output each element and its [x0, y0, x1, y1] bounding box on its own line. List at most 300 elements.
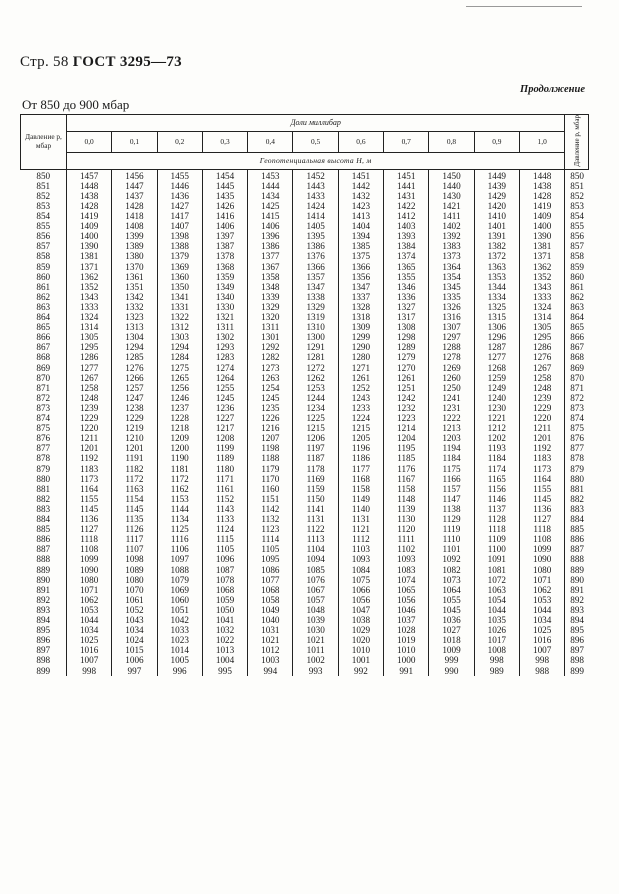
- table-cell: 1090: [79, 564, 99, 575]
- table-cell: 1275: [170, 362, 189, 373]
- table-cell: 876: [36, 433, 51, 444]
- table-cell: 1288: [442, 342, 461, 353]
- height-cell: [293, 625, 338, 675]
- table-cell: 1021: [261, 635, 280, 646]
- height-cell: [248, 625, 293, 675]
- table-cell: 1380: [125, 251, 144, 262]
- table-cell: 881: [36, 483, 51, 494]
- table-cell: 1229: [125, 413, 144, 424]
- table-cell: 1145: [533, 493, 552, 504]
- table-cell: 1448: [532, 170, 552, 181]
- table-cell: 1453: [261, 170, 280, 181]
- table-cell: 871: [36, 382, 51, 393]
- height-cell: [112, 474, 157, 525]
- table-cell: 1400: [532, 221, 552, 232]
- table-cell: 995: [218, 665, 232, 676]
- table-cell: 1142: [261, 503, 280, 514]
- table-cell: 896: [570, 635, 584, 646]
- table-cell: 1260: [442, 372, 461, 383]
- table-cell: 990: [444, 665, 459, 676]
- height-cell: [338, 272, 383, 323]
- table-cell: 897: [36, 645, 51, 656]
- table-cell: 1192: [533, 443, 552, 454]
- table-cell: 1409: [532, 211, 552, 222]
- table-cell: 1055: [442, 594, 461, 605]
- table-cell: 1244: [306, 392, 325, 403]
- height-cell: [293, 575, 338, 626]
- table-cell: 1051: [170, 604, 189, 615]
- table-cell: 1332: [125, 301, 144, 312]
- table-cell: 1125: [170, 524, 189, 535]
- table-cell: 1155: [80, 493, 99, 504]
- table-cell: 1394: [351, 231, 371, 242]
- height-cell: [474, 625, 519, 675]
- table-cell: 1418: [125, 211, 144, 222]
- pressure-cell-right: [565, 169, 589, 221]
- table-cell: 1310: [306, 322, 325, 333]
- table-cell: 1383: [442, 241, 461, 252]
- table-cell: 875: [36, 423, 51, 434]
- table-cell: 881: [570, 483, 584, 494]
- table-cell: 861: [570, 281, 584, 292]
- height-cell: [248, 474, 293, 525]
- height-cell: [338, 575, 383, 626]
- table-cell: 894: [570, 615, 584, 626]
- table-cell: 1283: [215, 352, 235, 363]
- table-cell: 1067: [306, 584, 325, 595]
- table-cell: 1157: [442, 483, 461, 494]
- table-cell: 1068: [215, 584, 235, 595]
- table-cell: 862: [36, 291, 51, 302]
- table-cell: 1136: [533, 503, 552, 514]
- table-cell: 1449: [487, 170, 506, 181]
- table-cell: 1354: [442, 271, 461, 282]
- height-cell: [248, 272, 293, 323]
- table-cell: 1328: [351, 301, 371, 312]
- height-cell: [338, 474, 383, 525]
- table-cell: 875: [570, 423, 584, 434]
- table-cell: 850: [36, 170, 51, 181]
- table-cell: 1129: [442, 514, 461, 525]
- table-cell: 1375: [351, 251, 371, 262]
- table-cell: 1113: [306, 534, 325, 545]
- table-cell: 1214: [397, 423, 416, 434]
- table-cell: 887: [36, 544, 51, 555]
- table-cell: 1016: [79, 645, 99, 656]
- table-cell: 1319: [306, 312, 325, 323]
- table-cell: 1001: [351, 655, 371, 666]
- table-cell: 1289: [397, 342, 416, 353]
- table-cell: 1172: [125, 473, 144, 484]
- table-cell: 1252: [351, 382, 371, 393]
- table-cell: 873: [36, 402, 51, 413]
- table-cell: 1294: [125, 342, 144, 353]
- table-cell: 1428: [125, 200, 144, 211]
- table-cell: 1345: [442, 281, 461, 292]
- table-cell: 1003: [261, 655, 280, 666]
- table-row-group: [21, 322, 589, 373]
- table-cell: 1070: [125, 584, 144, 595]
- table-cell: 1219: [125, 423, 144, 434]
- table-cell: 1135: [125, 514, 144, 525]
- table-cell: 1139: [397, 503, 416, 514]
- table-cell: 1371: [532, 251, 552, 262]
- height-cell: [112, 221, 157, 272]
- table-cell: 1348: [261, 281, 280, 292]
- table-cell: 1301: [261, 332, 280, 343]
- table-cell: 1077: [261, 574, 280, 585]
- height-cell: [384, 423, 429, 474]
- table-cell: 1415: [261, 211, 280, 222]
- table-cell: 1006: [125, 655, 144, 666]
- height-cell: [293, 322, 338, 373]
- table-cell: 1333: [532, 291, 552, 302]
- table-cell: 888: [570, 554, 584, 565]
- table-cell: 1175: [442, 463, 461, 474]
- table-cell: 1177: [351, 463, 370, 474]
- table-cell: 1342: [125, 291, 144, 302]
- table-cell: 892: [570, 594, 584, 605]
- table-cell: 1184: [442, 453, 461, 464]
- table-cell: 1018: [442, 635, 461, 646]
- table-cell: 1185: [397, 453, 416, 464]
- table-cell: 887: [570, 544, 584, 555]
- table-cell: 1455: [170, 170, 189, 181]
- table-cell: 1171: [216, 473, 235, 484]
- table-cell: 1076: [306, 574, 325, 585]
- table-cell: 1151: [261, 493, 280, 504]
- table-cell: 1122: [306, 524, 325, 535]
- table-cell: 1017: [487, 635, 506, 646]
- table-cell: 1094: [306, 554, 325, 565]
- table-cell: 1204: [397, 433, 416, 444]
- table-cell: 1008: [487, 645, 506, 656]
- table-cell: 1086: [261, 564, 280, 575]
- table-body: [21, 169, 589, 675]
- table-cell: 1131: [351, 514, 370, 525]
- height-cell: [202, 322, 247, 373]
- height-cell: [384, 524, 429, 575]
- table-cell: 1454: [215, 170, 235, 181]
- table-cell: 1068: [261, 584, 280, 595]
- table-cell: 1329: [261, 301, 280, 312]
- pressure-cell: [21, 169, 67, 221]
- table-cell: 1450: [442, 170, 461, 181]
- table-cell: 1298: [397, 332, 416, 343]
- table-cell: 1222: [442, 413, 461, 424]
- table-cell: 1207: [261, 433, 280, 444]
- table-cell: 1337: [351, 291, 371, 302]
- table-cell: 1105: [216, 544, 235, 555]
- table-cell: 1147: [442, 493, 461, 504]
- range-title: От 850 до 900 мбар: [22, 97, 130, 112]
- table-cell: 1145: [80, 503, 99, 514]
- table-cell: 1022: [215, 635, 235, 646]
- table-cell: 871: [570, 382, 584, 393]
- table-cell: 1033: [170, 625, 189, 636]
- table-cell: 1389: [125, 241, 144, 252]
- height-cell: [519, 524, 564, 575]
- table-cell: 1346: [397, 281, 416, 292]
- table-cell: 1133: [216, 514, 235, 525]
- table-cell: 1365: [397, 261, 416, 272]
- table-cell: 1251: [397, 382, 416, 393]
- table-cell: 1258: [532, 372, 552, 383]
- height-cell: [112, 423, 157, 474]
- table-cell: 1408: [125, 221, 144, 232]
- height-cell: [429, 373, 474, 424]
- height-cell: [519, 575, 564, 626]
- table-cell: 1457: [79, 170, 99, 181]
- pressure-header-right: Давление p, мбар: [565, 115, 589, 170]
- table-cell: 1285: [125, 352, 144, 363]
- table-cell: 988: [535, 665, 550, 676]
- table-cell: 1102: [397, 544, 416, 555]
- table-cell: 1427: [170, 200, 189, 211]
- table-cell: 885: [36, 524, 51, 535]
- table-cell: 1136: [80, 514, 99, 525]
- table-cell: 1338: [306, 291, 325, 302]
- table-cell: 856: [570, 231, 584, 242]
- table-cell: 1058: [261, 594, 280, 605]
- table-cell: 1362: [79, 271, 99, 282]
- table-cell: 1023: [170, 635, 189, 646]
- table-cell: 1277: [79, 362, 99, 373]
- table-cell: 1063: [487, 584, 506, 595]
- table-cell: 1037: [397, 615, 416, 626]
- table-cell: 1297: [442, 332, 461, 343]
- table-cell: 1272: [306, 362, 325, 373]
- table-cell: 1253: [306, 382, 325, 393]
- table-cell: 1099: [79, 554, 99, 565]
- height-cell: [202, 272, 247, 323]
- table-cell: 893: [36, 604, 51, 615]
- table-cell: 1223: [397, 413, 416, 424]
- table-cell: 884: [36, 514, 51, 525]
- pressure-cell: [21, 575, 67, 626]
- table-cell: 864: [36, 312, 51, 323]
- table-cell: 869: [36, 362, 51, 373]
- table-cell: 1199: [216, 443, 235, 454]
- table-cell: 1188: [261, 453, 280, 464]
- table-cell: 1057: [306, 594, 325, 605]
- table-cell: 888: [36, 554, 51, 565]
- table-cell: 1182: [125, 463, 144, 474]
- table-cell: 1146: [487, 493, 506, 504]
- table-cell: 1231: [442, 402, 461, 413]
- table-cell: 1190: [170, 453, 189, 464]
- table-cell: 1209: [170, 433, 189, 444]
- table-cell: 1229: [79, 413, 99, 424]
- table-cell: 1041: [215, 615, 235, 626]
- table-cell: 1071: [79, 584, 99, 595]
- height-cell: [112, 322, 157, 373]
- table-cell: 1031: [261, 625, 280, 636]
- table-cell: 1284: [170, 352, 189, 363]
- table-cell: 1258: [79, 382, 99, 393]
- table-cell: 1357: [306, 271, 325, 282]
- height-cell: [202, 474, 247, 525]
- table-cell: 1078: [215, 574, 235, 585]
- height-cell: [384, 373, 429, 424]
- table-cell: 1276: [125, 362, 144, 373]
- table-cell: 1364: [442, 261, 461, 272]
- table-cell: 1127: [533, 514, 552, 525]
- table-cell: 1155: [533, 483, 552, 494]
- table-cell: 1400: [79, 231, 99, 242]
- table-cell: 1378: [215, 251, 235, 262]
- fraction-header: 0,5: [293, 131, 338, 152]
- table-cell: 1126: [125, 524, 144, 535]
- table-cell: 1416: [215, 211, 235, 222]
- table-cell: 889: [570, 564, 584, 575]
- height-cell: [474, 575, 519, 626]
- table-cell: 1358: [261, 271, 280, 282]
- table-cell: 1117: [125, 534, 144, 545]
- table-cell: 1111: [397, 534, 415, 545]
- table-cell: 863: [36, 301, 51, 312]
- pressure-cell: [21, 625, 67, 675]
- height-cell: [429, 272, 474, 323]
- table-cell: 1448: [79, 180, 99, 191]
- pressure-cell-right: [565, 625, 589, 675]
- table-cell: 890: [570, 574, 584, 585]
- table-cell: 1194: [442, 443, 461, 454]
- table-cell: 857: [36, 241, 51, 252]
- table-cell: 1277: [487, 352, 506, 363]
- table-cell: 860: [570, 271, 584, 282]
- height-cell: [67, 272, 112, 323]
- table-cell: 1442: [351, 180, 371, 191]
- pressure-cell: [21, 423, 67, 474]
- pressure-cell-right: [565, 322, 589, 373]
- height-cell: [429, 575, 474, 626]
- table-cell: 1295: [532, 332, 552, 343]
- table-cell: 855: [570, 221, 584, 232]
- table-cell: 1034: [532, 615, 552, 626]
- table-cell: 1431: [397, 190, 416, 201]
- height-cell: [474, 423, 519, 474]
- table-cell: 1183: [80, 463, 99, 474]
- table-cell: 1350: [170, 281, 189, 292]
- height-cell: [157, 625, 202, 675]
- height-cell: [67, 625, 112, 675]
- table-cell: 1393: [397, 231, 416, 242]
- table-cell: 1056: [397, 594, 416, 605]
- table-cell: 1221: [487, 413, 506, 424]
- table-cell: 1184: [487, 453, 506, 464]
- height-cell: [248, 169, 293, 221]
- table-cell: 1109: [487, 534, 506, 545]
- table-cell: 1323: [125, 312, 144, 323]
- table-cell: 1247: [125, 392, 144, 403]
- table-cell: 1038: [351, 615, 371, 626]
- table-cell: 1118: [80, 534, 98, 545]
- table-cell: 1336: [397, 291, 416, 302]
- table-cell: 863: [570, 301, 584, 312]
- height-cell: [429, 524, 474, 575]
- table-cell: 1232: [397, 402, 416, 413]
- height-cell: [293, 474, 338, 525]
- table-cell: 1299: [351, 332, 371, 343]
- table-cell: 1331: [170, 301, 189, 312]
- table-cell: 1173: [533, 463, 552, 474]
- height-cell: [474, 169, 519, 221]
- table-cell: 1278: [442, 352, 461, 363]
- table-cell: 1267: [532, 362, 552, 373]
- height-cell: [157, 373, 202, 424]
- table-row-group: [21, 625, 589, 675]
- table-cell: 1167: [397, 473, 416, 484]
- fraction-header: 0,9: [474, 131, 519, 152]
- table-cell: 1420: [487, 200, 506, 211]
- height-cell: [519, 272, 564, 323]
- table-cell: 1456: [125, 170, 144, 181]
- table-cell: 1145: [125, 503, 144, 514]
- table-cell: 1317: [397, 312, 416, 323]
- table-cell: 1312: [170, 322, 189, 333]
- table-cell: 1216: [261, 423, 280, 434]
- table-cell: 1227: [215, 413, 235, 424]
- table-cell: 1321: [215, 312, 235, 323]
- table-cell: 867: [570, 342, 584, 353]
- table-cell: 878: [570, 453, 584, 464]
- table-cell: 895: [570, 625, 584, 636]
- fraction-header: 0,6: [338, 131, 383, 152]
- height-cell: [112, 524, 157, 575]
- fractions-row: [21, 131, 589, 152]
- height-cell: [157, 474, 202, 525]
- table-cell: 874: [570, 413, 584, 424]
- table-cell: 1169: [306, 473, 325, 484]
- height-cell: [112, 575, 157, 626]
- table-cell: 1308: [397, 322, 416, 333]
- table-cell: 1201: [532, 433, 552, 444]
- table-cell: 1256: [170, 382, 189, 393]
- height-cell: [338, 524, 383, 575]
- table-cell: 1381: [532, 241, 552, 252]
- table-cell: 885: [570, 524, 584, 535]
- fraction-header: 0,7: [384, 131, 429, 152]
- table-cell: 1198: [261, 443, 280, 454]
- height-cell: [67, 423, 112, 474]
- table-cell: 896: [36, 635, 51, 646]
- table-cell: 1347: [306, 281, 325, 292]
- height-cell: [429, 169, 474, 221]
- height-cell: [519, 373, 564, 424]
- table-cell: 1236: [215, 402, 235, 413]
- height-cell: [157, 169, 202, 221]
- table-cell: 1160: [261, 483, 280, 494]
- table-cell: 1115: [216, 534, 234, 545]
- height-cell: [519, 625, 564, 675]
- table-cell: 1137: [487, 503, 506, 514]
- table-cell: 1035: [487, 615, 506, 626]
- table-cell: 1007: [79, 655, 99, 666]
- table-cell: 1413: [351, 211, 371, 222]
- table-cell: 1012: [261, 645, 280, 656]
- fraction-header: 1,0: [519, 131, 564, 152]
- table-cell: 890: [36, 574, 51, 585]
- height-cell: [293, 221, 338, 272]
- height-cell: [293, 423, 338, 474]
- table-cell: 1060: [170, 594, 189, 605]
- table-cell: 1027: [442, 625, 461, 636]
- table-cell: 1124: [216, 524, 235, 535]
- table-cell: 1101: [442, 544, 461, 555]
- table-cell: 1339: [261, 291, 280, 302]
- table-cell: 1371: [79, 261, 99, 272]
